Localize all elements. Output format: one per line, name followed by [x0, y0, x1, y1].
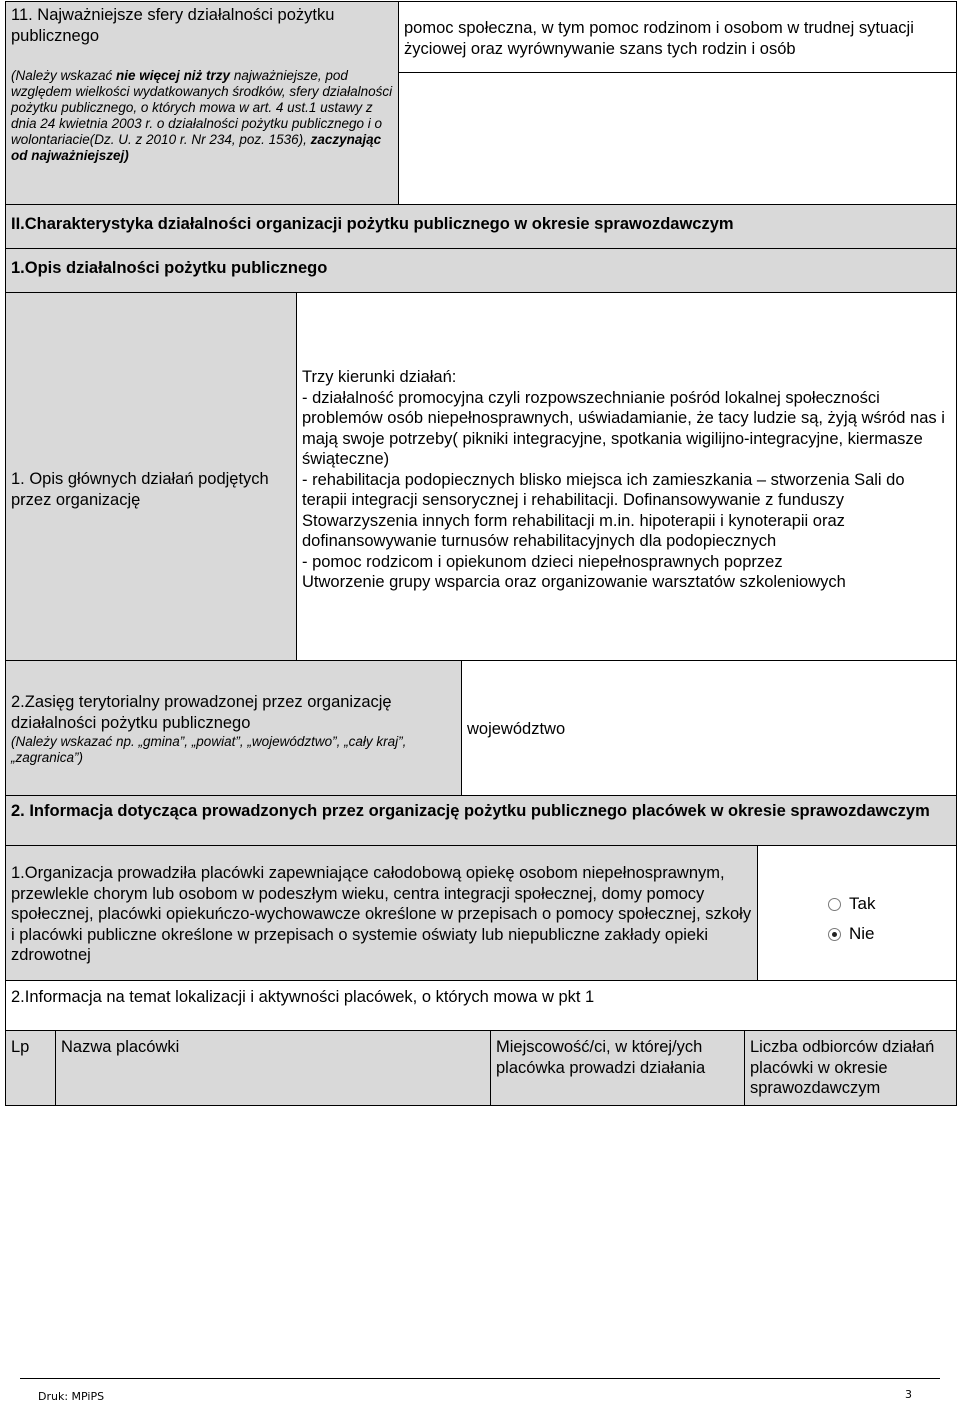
radio-tak[interactable]	[828, 898, 841, 911]
radio-tak-row[interactable]	[828, 894, 956, 914]
instr-bold: nie więcej niż trzy	[116, 68, 231, 83]
section-11-empty-cell-1[interactable]	[398, 72, 957, 205]
table-header-liczba	[744, 1030, 957, 1106]
section-ii-heading-cell	[5, 204, 957, 249]
radio-tak-label: Tak	[849, 894, 876, 913]
radio-nie-label: Nie	[849, 924, 875, 943]
opis-label-cell	[5, 292, 297, 661]
q1-text: 1.Organizacja prowadziła placówki zapewniające całodobową opiekę osobom niepełnosprawnym, przewlekle chorym lub osobom w podeszłym wieku, centra integracji społecznej, domy pomocy społecznej, placówki opiekuńczo-wychowawcze określone w przepisach o pomocy społecznej, szkoły i placówki publiczne określone w przepisach o systemie oświaty lub niepubliczne zakłady opieki zdrowotnej	[11, 864, 752, 964]
table-header-nazwa	[55, 1030, 491, 1106]
q2-text-cell	[5, 980, 957, 1031]
section-11-title: 11. Najważniejsze sfery działalności pożytku publicznego	[11, 6, 335, 45]
radio-nie-row[interactable]	[828, 924, 956, 944]
table-header-miejscowosc	[490, 1030, 745, 1106]
zasieg-value-cell[interactable]	[461, 660, 957, 796]
opis-text: Trzy kierunki działań: - działalność promocyjna czyli rozpowszechnianie pośród lokalnej społeczności problemów osób niepełnosprawnych, uświadamianie, że tacy ludzie są, żyją wśród nas i mają swoje potrzeby( pikniki integracyjne, spotkania wigilijno-integracyjne, kiermasze świąteczne) - rehabilitacja podopiecznych blisko miejsca ich zamieszkania – stworzenia Sali do terapii integracji sensorycznej i rehabilitacji. Dofinansowywanie z funduszy Stowarzyszenia innych form rehabilitacji m.in. hipoterapii i kynoterapii oraz dofinansowywanie turnusów rehabilitacyjnych dla podopiecznych - pomoc rodzicom i opiekunom dzieci niepełnosprawnych poprzez Utworzenie grupy wsparcia oraz organizowanie warsztatów szkoleniowych	[302, 368, 945, 591]
footer-print-label: Druk: MPiPS	[38, 1390, 105, 1403]
instr-text: (Należy wskazać	[11, 68, 117, 83]
instr-bold-2: zaczynając od najważniejszej)	[11, 132, 382, 163]
table-header-lp-text: Lp	[11, 1038, 30, 1056]
table-header-lp	[5, 1030, 56, 1106]
zasieg-label: 2.Zasięg terytorialny prowadzonej przez organizację działalności pożytku publicznego	[11, 693, 392, 732]
zasieg-value: województwo	[467, 720, 566, 738]
section-11-instructions	[11, 68, 393, 164]
zasieg-hint: (Należy wskazać np. „gmina”, „powiat”, „województwo”, „cały kraj”, „zagranica”)	[11, 734, 407, 765]
q1-options-cell	[757, 845, 957, 981]
section-11-answer-cell[interactable]	[398, 1, 957, 73]
footer-page-number: 3	[905, 1388, 912, 1401]
table-header-nazwa-text: Nazwa placówki	[61, 1038, 180, 1056]
opis-text-cell[interactable]	[296, 292, 957, 661]
info-heading: 2. Informacja dotycząca prowadzonych przez organizację pożytku publicznego placówek w okresie sprawozdawczym	[11, 802, 930, 820]
table-header-liczba-text: Liczba odbiorców działań placówki w okresie sprawozdawczym	[750, 1038, 935, 1097]
section-ii-sub1-cell	[5, 248, 957, 293]
section-11-label-cell	[5, 1, 399, 205]
section-11-answer: pomoc społeczna, w tym pomoc rodzinom i osobom w trudnej sytuacji życiowej oraz wyrównywanie szans tych rodzin i osób	[404, 19, 914, 58]
footer-divider	[20, 1378, 940, 1379]
info-heading-cell	[5, 795, 957, 846]
table-header-miejscowosc-text: Miejscowość/ci, w której/ych placówka prowadzi działania	[496, 1038, 706, 1077]
opis-label: 1. Opis głównych działań podjętych przez organizację	[11, 470, 269, 509]
zasieg-label-cell	[5, 660, 462, 796]
section-ii-heading: II.Charakterystyka działalności organizacji pożytku publicznego w okresie sprawozdawczym	[11, 215, 734, 233]
radio-nie[interactable]	[828, 928, 841, 941]
q1-text-cell	[5, 845, 758, 981]
q2-text: 2.Informacja na temat lokalizacji i aktywności placówek, o których mowa w pkt 1	[11, 988, 595, 1006]
instr-text-2: najważniejsze, pod względem wielkości wydatkowanych środków, sfery działalności pożytku publicznego, o których mowa w art. 4 ust.1 ustawy z dnia 24 kwietnia 2003 r. o działalności pożytku publicznego i o wolontariacie(Dz. U. z 2010 r. Nr 234, poz. 1536),	[11, 68, 393, 147]
section-ii-sub1: 1.Opis działalności pożytku publicznego	[11, 259, 328, 277]
